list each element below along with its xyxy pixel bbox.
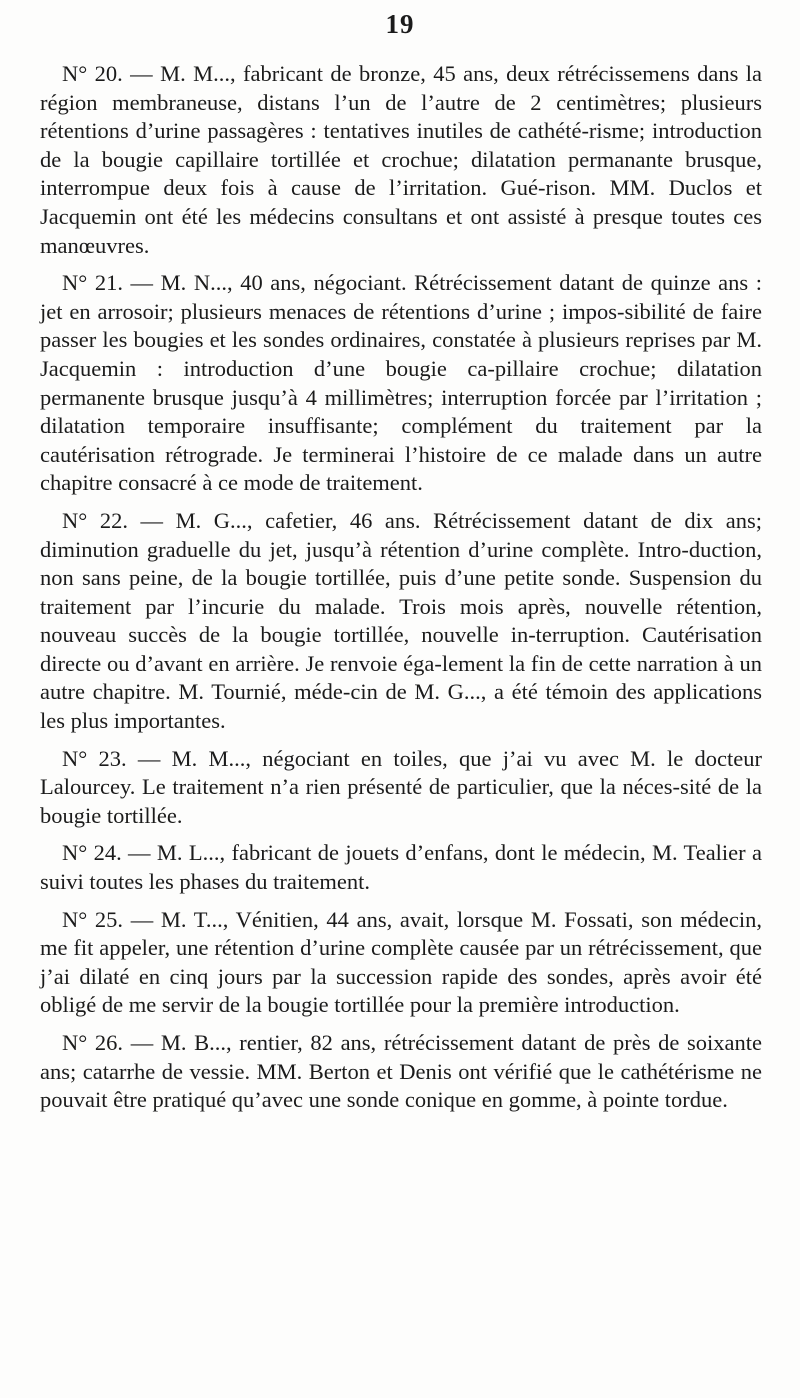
paragraph-case-23: N° 23. — M. M..., négociant en toiles, que j’ai vu avec M. le docteur Lalourcey. Le traitement n’a rien présenté de particulier, que la néces-sité de la bougie tortillée. [40, 745, 762, 828]
paragraph-case-20: N° 20. — M. M..., fabricant de bronze, 45 ans, deux rétrécissemens dans la région membraneuse, distans l’un de l’autre de 2 centimètres; plusieurs rétentions d’urine passagères : tentatives inutiles de cathété-risme; introduction de la bougie capillaire tortillée et crochue; dilatation permanante brusque, interrompue deux fois à cause de l’irritation. Gué-rison. MM. Duclos et Jacquemin ont été les médecins consultans et ont assisté à presque toutes ces manœuvres. [40, 61, 762, 258]
paragraph-case-26: N° 26. — M. B..., rentier, 82 ans, rétrécissement datant de près de soixante ans; catarrhe de vessie. MM. Berton et Denis ont vérifié que le cathétérisme ne pouvait être pratiqué qu’avec une sonde conique en gomme, à pointe tordue. [40, 1030, 762, 1113]
body-text [40, 60, 762, 1124]
paragraph-case-21: N° 21. — M. N..., 40 ans, négociant. Rétrécissement datant de quinze ans : jet en arrosoir; plusieurs menaces de rétentions d’urine ; impos-sibilité de faire passer les bougies et les sondes ordinaires, constatée à plusieurs reprises par M. Jacquemin : introduction d’une bougie ca-pillaire crochue; dilatation permanente brusque jusqu’à 4 millimètres; interruption forcée par l’irritation ; dilatation temporaire insuffisante; complément du traitement par la cautérisation rétrograde. Je terminerai l’histoire de ce malade dans un autre chapitre consacré à ce mode de traitement. [40, 270, 762, 496]
paragraph-case-25: N° 25. — M. T..., Vénitien, 44 ans, avait, lorsque M. Fossati, son médecin, me fit appeler, une rétention d’urine complète causée par un rétrécissement, que j’ai dilaté en cinq jours par la succession rapide des sondes, après avoir été obligé de me servir de la bougie tortillée pour la première introduction. [40, 906, 762, 1018]
page-number: 19 [385, 9, 415, 39]
paragraph-case-22: N° 22. — M. G..., cafetier, 46 ans. Rétrécissement datant de dix ans; diminution graduelle du jet, jusqu’à rétention d’urine complète. Intro-duction, non sans peine, de la bougie tortillée, puis d’une petite sonde. Suspension du traitement par l’incurie du malade. Trois mois après, nouvelle rétention, nouveau succès de la bougie tortillée, nouvelle in-terruption. Cautérisation directe ou d’avant en arrière. Je renvoie éga-lement la fin de cette narration à un autre chapitre. M. Tournié, méde-cin de M. G..., a été témoin des applications les plus importantes. [40, 507, 762, 734]
paragraph-case-24: N° 24. — M. L..., fabricant de jouets d’enfans, dont le médecin, M. Tealier a suivi toutes les phases du traitement. [40, 840, 762, 895]
